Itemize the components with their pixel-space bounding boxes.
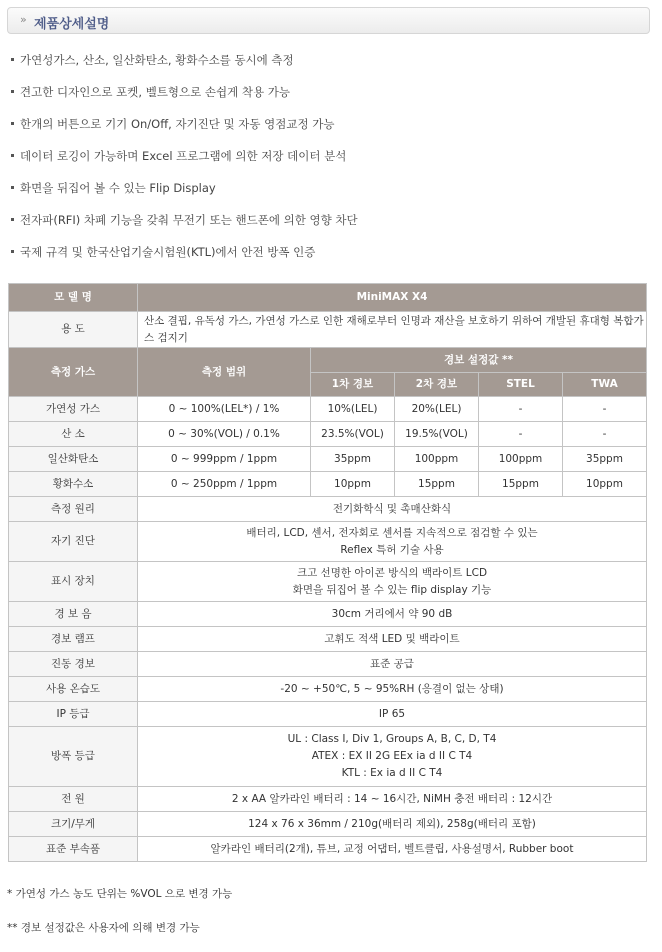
spec-row xyxy=(9,837,647,862)
spec-label: 측정 원리 xyxy=(9,497,138,522)
gas-range: 0 ~ 30%(VOL) / 0.1% xyxy=(138,422,311,447)
footnote: * 가연성 가스 농도 단위는 %VOL 으로 변경 가능 xyxy=(7,888,233,900)
spec-label: 표준 부속품 xyxy=(9,837,138,862)
model-value: MiniMAX X4 xyxy=(138,284,647,312)
feature-item xyxy=(0,116,358,148)
spec-line: IP 65 xyxy=(378,707,406,720)
model-row xyxy=(9,284,647,312)
spec-label: 진동 경보 xyxy=(9,652,138,677)
spec-line: 크고 선명한 아이콘 방식의 백라이트 LCD xyxy=(296,566,488,579)
spec-line: 124 x 76 x 36mm / 210g(배터리 제외), 258g(배터리 포함) xyxy=(248,817,536,830)
feature-text: 국제 규격 및 한국산업기술시험원(KTL)에서 안전 방폭 인증 xyxy=(20,245,316,259)
spec-line: 30cm 거리에서 약 90 dB xyxy=(331,607,453,620)
spec-value xyxy=(138,562,647,602)
alarm-1: 23.5%(VOL) xyxy=(311,422,395,447)
feature-text: 한개의 버튼으로 기기 On/Off, 자기진단 및 자동 영점교정 가능 xyxy=(20,117,335,131)
gas-range: 0 ~ 999ppm / 1ppm xyxy=(138,447,311,472)
spec-line: 배터리, LCD, 센서, 전자회로 센서를 지속적으로 점검할 수 있는 xyxy=(246,526,538,539)
bullet-icon xyxy=(11,186,14,189)
feature-text: 견고한 디자인으로 포켓, 벨트형으로 손쉽게 착용 가능 xyxy=(20,85,290,99)
gas-row xyxy=(9,397,647,422)
bullet-icon xyxy=(11,58,14,61)
bullet-icon xyxy=(11,90,14,93)
spec-value xyxy=(138,652,647,677)
alarm-1: 35ppm xyxy=(311,447,395,472)
feature-item xyxy=(0,244,358,276)
feature-text: 데이터 로깅이 가능하며 Excel 프로그램에 의한 저장 데이터 분석 xyxy=(20,149,347,163)
bullet-icon xyxy=(11,154,14,157)
alarm-col-header: STEL xyxy=(479,373,563,397)
alarm-header: 경보 설정값 ** xyxy=(311,348,647,373)
spec-line: 전기화학식 및 촉매산화식 xyxy=(332,502,452,515)
alarm-1: 10ppm xyxy=(311,472,395,497)
spec-row xyxy=(9,812,647,837)
alarm-col-header: TWA xyxy=(563,373,647,397)
spec-line: 표준 공급 xyxy=(370,657,414,670)
bullet-icon xyxy=(11,250,14,253)
footnote: ** 경보 설정값은 사용자에 의해 변경 가능 xyxy=(7,922,200,934)
gas-row xyxy=(9,472,647,497)
spec-row xyxy=(9,702,647,727)
alarm-1: 10%(LEL) xyxy=(311,397,395,422)
spec-value xyxy=(138,497,647,522)
feature-item xyxy=(0,148,358,180)
twa-value: 10ppm xyxy=(563,472,647,497)
gas-range: 0 ~ 100%(LEL*) / 1% xyxy=(138,397,311,422)
gas-header-row xyxy=(9,348,647,373)
section-header xyxy=(7,7,650,34)
spec-label: 사용 온습도 xyxy=(9,677,138,702)
spec-line: 2 x AA 알카라인 배터리 : 14 ~ 16시간, NiMH 충전 배터리 : 12시간 xyxy=(231,792,553,805)
spec-table xyxy=(8,283,647,862)
twa-value: 35ppm xyxy=(563,447,647,472)
spec-line: 고휘도 적색 LED 및 백라이트 xyxy=(324,632,460,645)
feature-item xyxy=(0,180,358,212)
usage-value: 산소 결핍, 유독성 가스, 가연성 가스로 인한 재해로부터 인명과 재산을 보호하기 위하여 개발된 휴대형 복합가스 검지기 xyxy=(138,312,647,348)
alarm-2: 15ppm xyxy=(395,472,479,497)
usage-label: 용 도 xyxy=(9,312,138,348)
spec-line: ATEX : EX II 2G EEx ia d II C T4 xyxy=(311,750,473,762)
spec-value xyxy=(138,837,647,862)
spec-line: 화면을 뒤집어 볼 수 있는 flip display 기능 xyxy=(292,583,492,596)
spec-value xyxy=(138,602,647,627)
spec-label: 경 보 음 xyxy=(9,602,138,627)
spec-value xyxy=(138,787,647,812)
bullet-icon xyxy=(11,122,14,125)
chevron-right-icon: » xyxy=(20,13,27,26)
model-label: 모 델 명 xyxy=(9,284,138,312)
alarm-col-header: 2차 경보 xyxy=(395,373,479,397)
spec-row xyxy=(9,522,647,562)
alarm-col-header: 1차 경보 xyxy=(311,373,395,397)
feature-list xyxy=(0,52,358,276)
stel-value: - xyxy=(479,397,563,422)
gas-name: 일산화탄소 xyxy=(9,447,138,472)
stel-value: 100ppm xyxy=(479,447,563,472)
spec-line: KTL : Ex ia d II C T4 xyxy=(341,767,443,779)
gas-range: 0 ~ 250ppm / 1ppm xyxy=(138,472,311,497)
spec-row xyxy=(9,562,647,602)
spec-label: 방폭 등급 xyxy=(9,727,138,787)
alarm-2: 19.5%(VOL) xyxy=(395,422,479,447)
spec-label: 전 원 xyxy=(9,787,138,812)
spec-row xyxy=(9,652,647,677)
spec-row xyxy=(9,497,647,522)
spec-value xyxy=(138,702,647,727)
feature-text: 가연성가스, 산소, 일산화탄소, 황화수소를 동시에 측정 xyxy=(20,53,294,67)
section-title: 제품상세설명 xyxy=(34,17,110,32)
spec-row xyxy=(9,627,647,652)
footnotes xyxy=(7,884,232,952)
spec-line: UL : Class I, Div 1, Groups A, B, C, D, T4 xyxy=(287,733,497,745)
twa-value: - xyxy=(563,422,647,447)
gas-name: 가연성 가스 xyxy=(9,397,138,422)
spec-row xyxy=(9,727,647,787)
usage-row xyxy=(9,312,647,348)
stel-value: 15ppm xyxy=(479,472,563,497)
alarm-2: 100ppm xyxy=(395,447,479,472)
gas-row xyxy=(9,422,647,447)
spec-label: 크기/무게 xyxy=(9,812,138,837)
spec-row xyxy=(9,787,647,812)
gas-header: 측정 가스 xyxy=(9,348,138,397)
feature-text: 전자파(RFI) 차폐 기능을 갖춰 무전기 또는 핸드폰에 의한 영향 차단 xyxy=(20,213,358,227)
spec-line: Reflex 특허 기술 사용 xyxy=(340,543,444,556)
gas-row xyxy=(9,447,647,472)
bullet-icon xyxy=(11,218,14,221)
feature-item xyxy=(0,84,358,116)
spec-label: 표시 장치 xyxy=(9,562,138,602)
gas-name: 산 소 xyxy=(9,422,138,447)
spec-value xyxy=(138,522,647,562)
feature-item xyxy=(0,52,358,84)
spec-line: -20 ~ +50℃, 5 ~ 95%RH (응결이 없는 상태) xyxy=(280,682,504,695)
spec-row xyxy=(9,602,647,627)
spec-label: 자기 진단 xyxy=(9,522,138,562)
spec-row xyxy=(9,677,647,702)
spec-value xyxy=(138,727,647,787)
spec-label: IP 등급 xyxy=(9,702,138,727)
feature-text: 화면을 뒤집어 볼 수 있는 Flip Display xyxy=(20,181,216,195)
alarm-2: 20%(LEL) xyxy=(395,397,479,422)
spec-label: 경보 램프 xyxy=(9,627,138,652)
spec-value xyxy=(138,627,647,652)
spec-value xyxy=(138,677,647,702)
stel-value: - xyxy=(479,422,563,447)
spec-value xyxy=(138,812,647,837)
spec-line: 알카라인 배터리(2개), 튜브, 교정 어댑터, 벨트클립, 사용설명서, Rubber boot xyxy=(210,842,574,855)
feature-item xyxy=(0,212,358,244)
range-header: 측정 범위 xyxy=(138,348,311,397)
twa-value: - xyxy=(563,397,647,422)
gas-name: 황화수소 xyxy=(9,472,138,497)
